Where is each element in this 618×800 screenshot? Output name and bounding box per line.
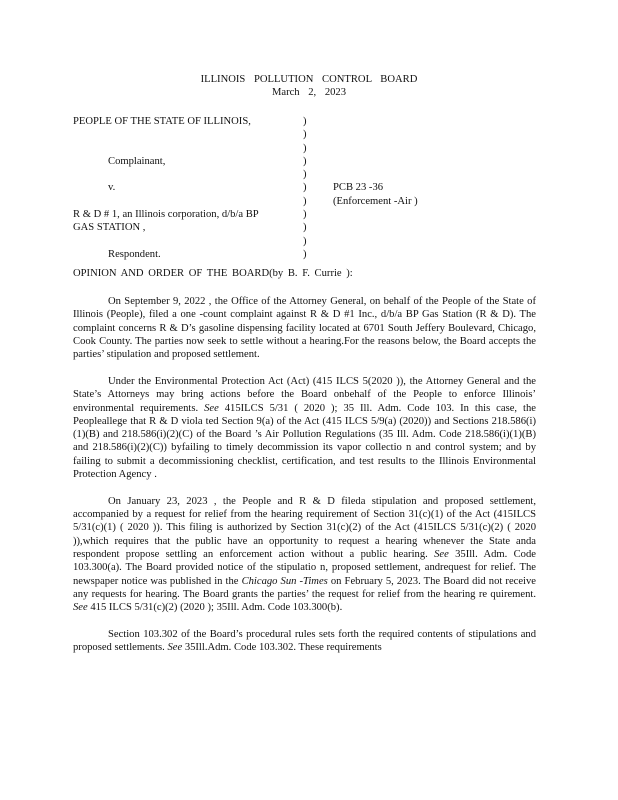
caption-paren: ): [303, 142, 307, 154]
caption-parties: [73, 115, 303, 261]
case-type: (Enforcement -Air ): [333, 195, 418, 207]
citation-signal-see: See: [204, 402, 219, 414]
paragraph-4-text-a: Section 103.302 of the Board’s procedural rules sets forth the required contents of stipulations and proposed settlements.: [73, 629, 536, 654]
caption-paren: ): [303, 129, 307, 141]
caption-parentheses: [303, 115, 313, 261]
paragraph-3-text-c: on February 5, 2023. The Board did not receive any requests for hearing. The Board grants the parties’ the request for relief from the hearing re quirement.: [73, 575, 536, 600]
caption-versus: v.: [108, 182, 116, 194]
case-number: PCB 23 -36: [333, 182, 384, 194]
paragraph-3-text-b: 35Ill. Adm. Code 103.300(a). The Board provided notice of the stipulatio n, proposed settlement, andrequest for relief. The newspaper notice was published in the: [73, 549, 536, 587]
caption-paren: ): [303, 222, 307, 234]
paragraph-2-text-a: Under the Environmental Protection Act (Act) (415 ILCS 5(2020 )), the Attorney General and the State’s Attorneys may bring actions before the Board onbehalf of the People to enforce Illinois’ environmental requirements.: [73, 375, 536, 414]
caption-complainant: Complainant,: [108, 155, 166, 167]
caption-paren: ): [303, 235, 307, 247]
citation-signal-see: See: [167, 642, 183, 654]
opinion-body: [73, 295, 536, 655]
citation-signal-see: See: [434, 549, 449, 561]
paragraph-1: [73, 295, 536, 361]
paragraph-4-text-b: 35Ill.Adm. Code 103.302. These requirements: [184, 642, 382, 654]
paragraph-3-text-a: On January 23, 2023 , the People and R & D fileda stipulation and proposed settlement, accompanied by a request for relief from the hearing requirement of Section 31(c)(1) of the Act (415ILCS 5/31(c)(1) ( 2020 )). This filing is authorized by Section 31(c)(2) of the Act (415ILCS 5/31(c)(2) ( 2020 )),which requires that the public have an opportunity to request a hearing whenever the State anda respondent propose settling an enforcement action without a public hearing.: [73, 495, 536, 561]
newspaper-name: Chicago Sun -Times: [241, 575, 328, 587]
paragraph-2: [73, 375, 536, 481]
caption-paren: ): [303, 155, 307, 167]
caption-respondent-name-line1: R & D # 1, an Illinois corporation, d/b/a BP: [73, 209, 259, 221]
caption-paren: ): [303, 182, 307, 194]
caption-paren: ): [303, 116, 307, 127]
caption-case-info: [333, 115, 493, 208]
paragraph-3-text-d: 415 ILCS 5/31(c)(2) (2020 ); 35Ill. Adm. Code 103.300(b).: [90, 602, 343, 614]
opinion-date: March 2, 2023: [271, 87, 347, 99]
citation-signal-see: See: [73, 602, 88, 614]
opinion-title: OPINION AND ORDER OF THE BOARD(by B. F. Currie ):: [73, 268, 353, 279]
caption-people: PEOPLE OF THE STATE OF ILLINOIS,: [73, 116, 251, 127]
caption-respondent-name-line2: GAS STATION ,: [73, 222, 146, 234]
caption-paren: ): [303, 169, 307, 181]
paragraph-3: [73, 495, 536, 615]
caption-respondent: Respondent.: [108, 248, 161, 260]
caption-paren: ): [303, 195, 307, 207]
document-header: [0, 73, 618, 100]
caption-paren: ): [303, 209, 307, 221]
paragraph-4: [73, 628, 536, 655]
board-name: ILLINOIS POLLUTION CONTROL BOARD: [200, 74, 418, 85]
paragraph-2-text-b: 415ILCS 5/31 ( 2020 ); 35 Ill. Adm. Code 103. In this case, the Peopleallege that R & D viola ted Section 9(a) of the Act (415 ILCS 5/9(a) (2020)) and Sections 218.586(i)(1)(B) and 218.586(i)(2)(C) of the Board ’s Air Pollution Regulations (35 Ill. Adm. Code 218.586(i)(1)(B) and 218.586(i)(2)(C)) byfailing to timely decommission its vapor collectio n and control system; and by failing to submit a decommissioning checklist, certification, and test results to the Illinois Environmental Protection Agency .: [73, 402, 536, 481]
paragraph-1-text: On September 9, 2022 , the Office of the Attorney General, on behalf of the People of the State of Illinois (People), filed a one -count complaint against R & D #1 Inc., d/b/a BP Gas Station (R & D). The complaint concerns R & D’s gasoline dispensing facility located at 6701 South Jeffery Boulevard, Chicago, Cook County. The parties now seek to settle without a hearing.For the reasons below, the Board accepts the parties’ stipulation and proposed settlement.: [73, 296, 536, 361]
case-caption: [73, 115, 553, 260]
caption-paren: ): [303, 248, 307, 260]
